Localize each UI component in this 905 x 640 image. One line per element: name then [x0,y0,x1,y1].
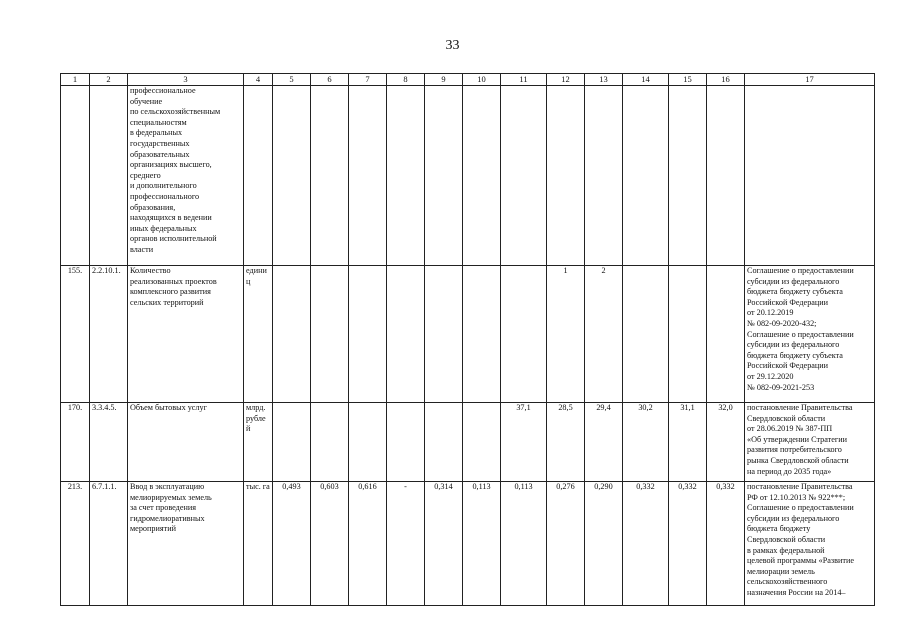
value-cell [707,266,745,403]
table-row [61,482,875,606]
indicators-table [60,73,875,606]
value-cell [311,403,349,482]
value-cell: 0,332 [669,482,707,606]
legal-basis: постановление Правительства Свердловской области от 28.06.2019 № 387-ПП «Об утверждении Стратегии развития потребительского рынка Свердловской области на период до 2035 года» [745,403,875,482]
row-number: 213. [61,482,90,606]
header-cell: 16 [707,74,745,86]
header-cell: 12 [547,74,585,86]
value-cell: 0,603 [311,482,349,606]
value-cell: 2 [585,266,623,403]
legal-basis [745,86,875,266]
value-cell [387,86,425,266]
indicator-name: профессиональное обучение по сельскохозяйственным специальностям в федеральных государственных образовательных организациях высшего, среднего и дополнительного профессионального образования, находящихся в ведении иных федеральных органов исполнительной власти [128,86,244,266]
value-cell: 1 [547,266,585,403]
table-row [61,86,875,266]
table-row [61,266,875,403]
unit: тыс. га [244,482,273,606]
header-cell: 1 [61,74,90,86]
page-number: 33 [445,38,460,53]
header-cell: 6 [311,74,349,86]
value-cell [425,266,463,403]
header-row [61,74,875,86]
value-cell [547,86,585,266]
value-cell: 0,113 [501,482,547,606]
row-number: 155. [61,266,90,403]
unit: единиц [244,266,273,403]
value-cell [669,266,707,403]
value-cell [349,86,387,266]
item-code: 2.2.10.1. [90,266,128,403]
value-cell: - [387,482,425,606]
item-code: 6.7.1.1. [90,482,128,606]
value-cell: 32,0 [707,403,745,482]
value-cell: 0,493 [273,482,311,606]
legal-basis: Соглашение о предоставлении субсидии из федерального бюджета бюджету субъекта Российской Федерации от 20.12.2019 № 082-09-2020-432; Соглашение о предоставлении субсидии из федерального бюджета бюджету субъекта Российской Федерации от 29.12.2020 № 082-09-2021-253 [745,266,875,403]
value-cell: 28,5 [547,403,585,482]
header-cell: 9 [425,74,463,86]
header-cell: 3 [128,74,244,86]
value-cell [349,266,387,403]
header-cell: 7 [349,74,387,86]
value-cell [669,86,707,266]
item-code: 3.3.4.5. [90,403,128,482]
value-cell: 0,276 [547,482,585,606]
header-cell: 11 [501,74,547,86]
value-cell [707,86,745,266]
header-cell: 8 [387,74,425,86]
value-cell [387,266,425,403]
value-cell: 31,1 [669,403,707,482]
header-cell: 4 [244,74,273,86]
value-cell: 30,2 [623,403,669,482]
value-cell: 0,290 [585,482,623,606]
value-cell: 0,332 [707,482,745,606]
value-cell: 37,1 [501,403,547,482]
value-cell [349,403,387,482]
value-cell: 0,616 [349,482,387,606]
value-cell [463,86,501,266]
value-cell [501,266,547,403]
value-cell: 29,4 [585,403,623,482]
row-number [61,86,90,266]
value-cell: 0,314 [425,482,463,606]
value-cell [311,266,349,403]
header-cell: 10 [463,74,501,86]
indicator-name: Ввод в эксплуатацию мелиорируемых земель за счет проведения гидромелиоративных мероприятий [128,482,244,606]
table-row [61,403,875,482]
unit: млрд. рублей [244,403,273,482]
value-cell [273,266,311,403]
header-cell: 17 [745,74,875,86]
value-cell [463,403,501,482]
value-cell: 0,113 [463,482,501,606]
value-cell [311,86,349,266]
indicator-name: Количество реализованных проектов комплексного развития сельских территорий [128,266,244,403]
value-cell [273,403,311,482]
value-cell [463,266,501,403]
header-cell: 2 [90,74,128,86]
item-code [90,86,128,266]
value-cell [425,86,463,266]
value-cell [273,86,311,266]
value-cell [387,403,425,482]
indicator-name: Объем бытовых услуг [128,403,244,482]
header-cell: 5 [273,74,311,86]
row-number: 170. [61,403,90,482]
header-cell: 15 [669,74,707,86]
value-cell: 0,332 [623,482,669,606]
unit [244,86,273,266]
legal-basis: постановление Правительства РФ от 12.10.2013 № 922***; Соглашение о предоставлении субсидии из федерального бюджета бюджету Свердловской области в рамках федеральной целевой программы «Развитие мелиорации земель сельскохозяйственного назначения России на 2014– [745,482,875,606]
value-cell [501,86,547,266]
value-cell [623,266,669,403]
header-cell: 13 [585,74,623,86]
header-cell: 14 [623,74,669,86]
value-cell [585,86,623,266]
value-cell [425,403,463,482]
value-cell [623,86,669,266]
